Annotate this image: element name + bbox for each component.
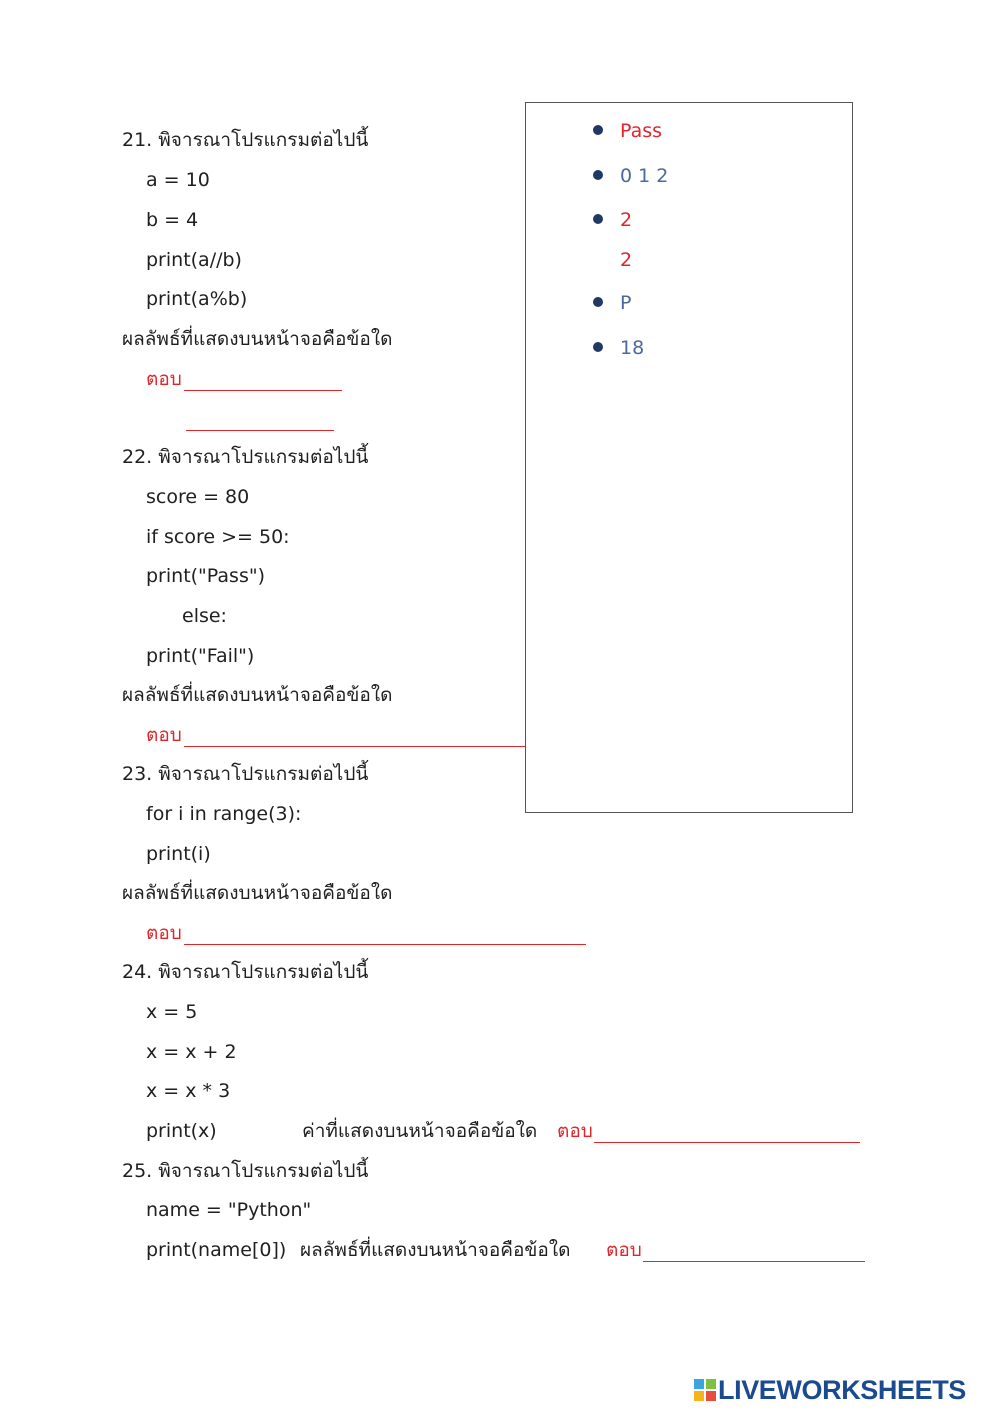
q21-prompt: ผลลัพธ์ที่แสดงบนหน้าจอคือข้อใด — [122, 328, 393, 350]
answer-options-box — [525, 102, 853, 813]
q22-code-line: else: — [182, 605, 227, 627]
answer-option[interactable]: 0 1 2 — [620, 165, 669, 187]
q24-prompt: ค่าที่แสดงบนหน้าจอคือข้อใด — [302, 1120, 538, 1142]
bullet-icon — [593, 214, 603, 224]
q22-answer-label: ตอบ — [146, 724, 182, 746]
q22-prompt: ผลลัพธ์ที่แสดงบนหน้าจอคือข้อใด — [122, 684, 393, 706]
q25-answer-blank[interactable] — [643, 1261, 865, 1262]
q21-code-line: print(a%b) — [146, 288, 248, 310]
q21-code-line: b = 4 — [146, 209, 199, 231]
q25-prompt: ผลลัพธ์ที่แสดงบนหน้าจอคือข้อใด — [300, 1239, 571, 1261]
q21-code-line: print(a//b) — [146, 249, 242, 271]
answer-option-second-line[interactable]: 2 — [620, 249, 633, 271]
q21-title: 21. พิจารณาโปรแกรมต่อไปนี้ — [122, 129, 369, 151]
q24-answer-label: ตอบ — [557, 1120, 593, 1142]
answer-option[interactable]: Pass — [620, 120, 663, 142]
bullet-icon — [593, 297, 603, 307]
q22-code-line: print("Fail") — [146, 645, 255, 667]
answer-option[interactable]: 2 — [620, 209, 633, 231]
q24-code-line: print(x) — [146, 1120, 217, 1142]
logo-text: LIVEWORKSHEETS — [718, 1375, 966, 1405]
q22-code-line: score = 80 — [146, 486, 250, 508]
q22-code-line: if score >= 50: — [146, 526, 290, 548]
q24-code-line: x = x * 3 — [146, 1080, 231, 1102]
q23-title: 23. พิจารณาโปรแกรมต่อไปนี้ — [122, 763, 369, 785]
q25-code-line: print(name[0]) — [146, 1239, 287, 1261]
bullet-icon — [593, 170, 603, 180]
q23-answer-blank[interactable] — [184, 944, 586, 945]
q22-answer-blank[interactable] — [184, 746, 526, 747]
answer-option[interactable]: P — [620, 292, 632, 314]
answer-option[interactable]: 18 — [620, 337, 645, 359]
q24-code-line: x = x + 2 — [146, 1041, 237, 1063]
q21-answer-blank-1[interactable] — [184, 390, 342, 391]
q24-title: 24. พิจารณาโปรแกรมต่อไปนี้ — [122, 961, 369, 983]
q25-code-line: name = "Python" — [146, 1199, 312, 1221]
q23-code-line: print(i) — [146, 843, 211, 865]
q21-answer-blank-2[interactable] — [186, 430, 334, 431]
q25-answer-label: ตอบ — [606, 1239, 642, 1261]
bullet-icon — [593, 125, 603, 135]
q22-code-line: print("Pass") — [146, 565, 265, 587]
q21-answer-label: ตอบ — [146, 368, 182, 390]
q23-prompt: ผลลัพธ์ที่แสดงบนหน้าจอคือข้อใด — [122, 882, 393, 904]
q22-title: 22. พิจารณาโปรแกรมต่อไปนี้ — [122, 446, 369, 468]
bullet-icon — [593, 342, 603, 352]
liveworksheets-logo-icon — [694, 1379, 716, 1401]
q24-answer-blank[interactable] — [594, 1142, 860, 1143]
q23-answer-label: ตอบ — [146, 922, 182, 944]
q25-title: 25. พิจารณาโปรแกรมต่อไปนี้ — [122, 1160, 369, 1182]
q24-code-line: x = 5 — [146, 1001, 198, 1023]
q23-code-line: for i in range(3): — [146, 803, 302, 825]
q21-code-line: a = 10 — [146, 169, 210, 191]
